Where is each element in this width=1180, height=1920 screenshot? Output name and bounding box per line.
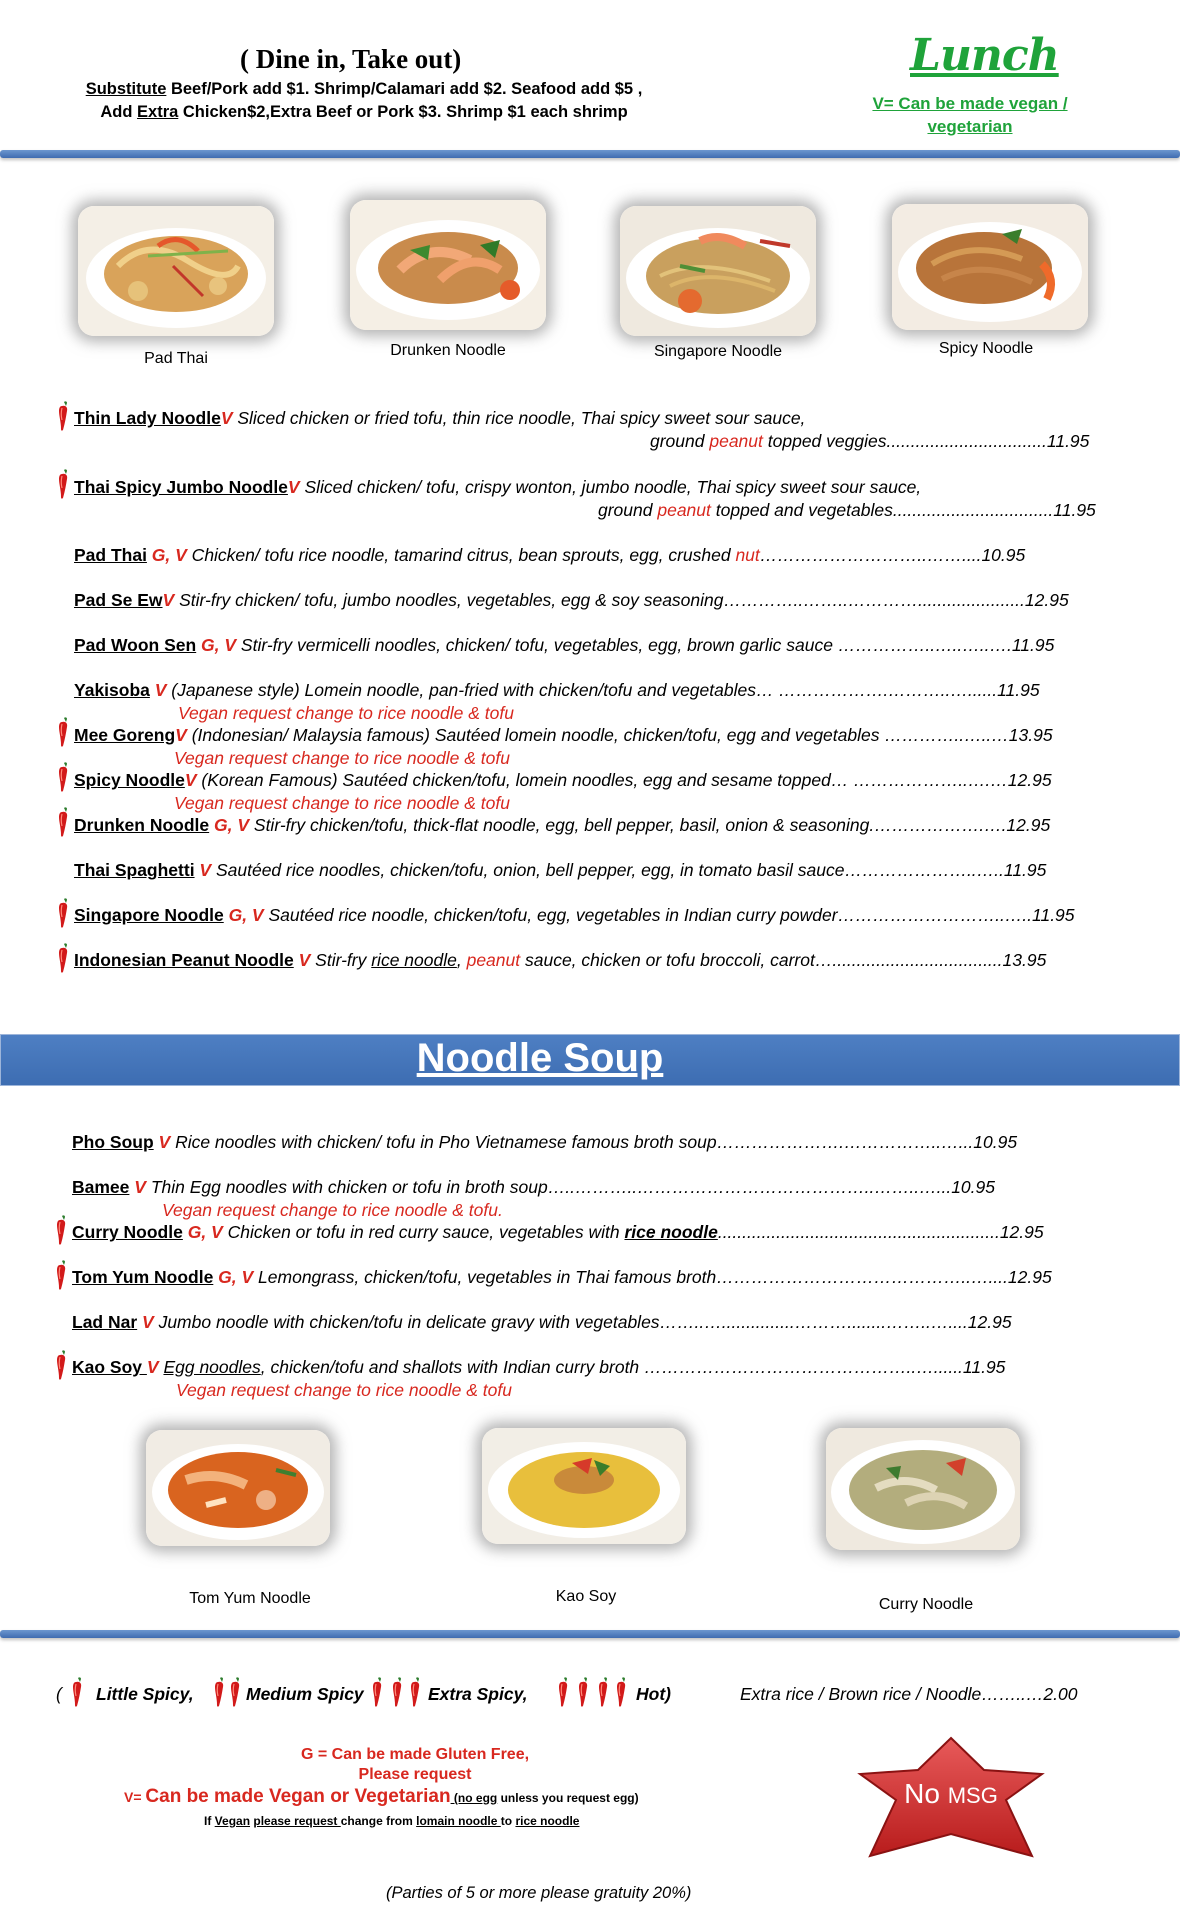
extra-note: Add Extra Chicken$2,Extra Beef or Pork $3. Shrimp $1 each shrimp: [100, 103, 628, 121]
list-item: Thin Lady NoodleV Sliced chicken or fried tofu, thin rice noodle, Thai spicy sweet sour sauce,: [74, 408, 806, 428]
singapore-noodle-photo: [620, 206, 816, 336]
list-item: Bamee V Thin Egg noodles with chicken or tofu in broth soup…..………..…………………………………..……..…...10.95: [72, 1177, 995, 1197]
pepper-icon: [70, 1676, 86, 1708]
list-item: Lad Nar V Jumbo noodle with chicken/tofu in delicate gravy with vegetables……..…...............………........……..…....12.95: [72, 1312, 1012, 1332]
list-item: Mee GorengV (Indonesian/ Malaysia famous) Sautéed lomein noodle, chicken/tofu, egg and vegetables …………..…..…13.95: [74, 725, 1053, 745]
vegan-request-footer: If Vegan please request change from lomain noodle to rice noodle: [204, 1814, 580, 1828]
list-item: Thai Spicy Jumbo NoodleV Sliced chicken/ tofu, crispy wonton, jumbo noodle, Thai spicy sweet sour sauce,: [74, 477, 922, 497]
lunch-title: Lunch: [910, 30, 1059, 81]
list-item: Singapore Noodle G, V Sautéed rice noodle, chicken/tofu, egg, vegetables in Indian curry powder………………………..…..11.95: [74, 905, 1075, 925]
list-item: Spicy NoodleV (Korean Famous) Sautéed chicken/tofu, lomein noodles, egg and sesame topped… ………………..….…12.95: [74, 770, 1052, 790]
no-msg-text: No MSG: [904, 1778, 998, 1809]
pepper-icon: [56, 761, 72, 793]
pepper-icon: [54, 1214, 70, 1246]
pepper-icon: [408, 1676, 424, 1708]
spice-legend-open: (: [56, 1684, 62, 1704]
list-item: Pad Thai G, V Chicken/ tofu rice noodle, tamarind citrus, bean sprouts, egg, crushed nut………………………..……....10.95: [74, 545, 1026, 565]
photo-caption: Tom Yum Noodle: [189, 1590, 311, 1607]
pepper-icon: [596, 1676, 612, 1708]
pepper-icon: [576, 1676, 592, 1708]
list-item: Pad Woon Sen G, V Stir-fry vermicelli noodles, chicken/ tofu, vegetables, egg, brown garlic sauce ……………..…..…..….11.95: [74, 635, 1055, 655]
photo-caption: Singapore Noodle: [653, 343, 783, 360]
pepper-icon: [56, 806, 72, 838]
pepper-icon: [56, 942, 72, 974]
list-item: Pad Se EwV Stir-fry chicken/ tofu, jumbo noodles, vegetables, egg & soy seasoning…………..……..…………......................12.95: [74, 590, 1069, 610]
pepper-icon: [54, 1259, 70, 1291]
bottom-divider: [0, 1630, 1180, 1638]
pepper-icon: [390, 1676, 406, 1708]
substitute-note: Substitute Beef/Pork add $1. Shrimp/Calamari add $2. Seafood add $5 ,: [85, 80, 643, 98]
kao-soy-photo: [482, 1428, 686, 1544]
vegan-request-note: Vegan request change to rice noodle & tofu.: [162, 1200, 503, 1220]
gluten-free-request: Please request: [358, 1766, 472, 1783]
vegan-legend: V= Can be made vegan / vegetarian: [872, 94, 1068, 136]
pepper-icon: [614, 1676, 630, 1708]
gratuity-note: (Parties of 5 or more please gratuity 20%): [386, 1884, 692, 1902]
pepper-icon: [370, 1676, 386, 1708]
little-spicy-label: Little Spicy,: [96, 1684, 194, 1704]
medium-spicy-label: Medium Spicy: [246, 1684, 364, 1704]
curry-noodle-photo: [826, 1428, 1020, 1550]
vegan-request-note: Vegan request change to rice noodle & tofu: [176, 1380, 512, 1400]
hot-label: Hot): [636, 1684, 671, 1704]
top-divider: [0, 150, 1180, 158]
list-item-detail: ground peanut topped and vegetables.................................11.95: [598, 500, 1096, 520]
list-item: Thai Spaghetti V Sautéed rice noodles, chicken/tofu, onion, bell pepper, egg, in tomato basil sauce…………………..…..11.95: [74, 860, 1047, 880]
spicy-noodle-photo: [892, 204, 1088, 330]
pepper-icon: [54, 1349, 70, 1381]
vegan-note-footer: V= Can be made Vegan or Vegetarian (no egg unless you request egg): [124, 1786, 639, 1807]
pepper-icon: [56, 468, 72, 500]
vegan-request-note: Vegan request change to rice noodle & tofu: [178, 703, 514, 723]
list-item: Drunken Noodle G, V Stir-fry chicken/tofu, thick-flat noodle, egg, bell pepper, basil, onion & seasoning.……………….….12.95: [74, 815, 1051, 835]
pepper-icon: [556, 1676, 572, 1708]
vegan-request-note: Vegan request change to rice noodle & tofu: [174, 748, 510, 768]
service-title: ( Dine in, Take out): [240, 44, 462, 74]
pad-thai-photo: [78, 206, 274, 336]
pepper-icon: [56, 400, 72, 432]
photo-caption: Kao Soy: [555, 1588, 617, 1605]
drunken-noodle-photo: [350, 200, 546, 330]
list-item: Indonesian Peanut Noodle V Stir-fry rice noodle, peanut sauce, chicken or tofu broccoli, carrot…...................................13.95: [74, 950, 1047, 970]
photo-caption: Pad Thai: [144, 350, 208, 367]
pepper-icon: [212, 1676, 228, 1708]
photo-caption: Drunken Noodle: [390, 342, 506, 359]
pepper-icon: [228, 1676, 244, 1708]
pepper-icon: [56, 897, 72, 929]
pepper-icon: [56, 716, 72, 748]
vegan-request-note: Vegan request change to rice noodle & tofu: [174, 793, 510, 813]
list-item: Tom Yum Noodle G, V Lemongrass, chicken/tofu, vegetables in Thai famous broth……………………………………..…....12.95: [72, 1267, 1052, 1287]
section-title: Noodle Soup: [416, 1036, 664, 1080]
no-msg-badge: [856, 1734, 1046, 1864]
list-item-detail: ground peanut topped veggies.................................11.95: [650, 431, 1090, 451]
list-item: Yakisoba V (Japanese style) Lomein noodle, pan-fried with chicken/tofu and vegetables… ……………….………..…......11.95: [74, 680, 1040, 700]
list-item: Pho Soup V Rice noodles with chicken/ tofu in Pho Vietnamese famous broth soup………………….……………..…...10.95: [72, 1132, 1018, 1152]
photo-caption: Spicy Noodle: [938, 340, 1034, 357]
list-item: Kao Soy V Egg noodles, chicken/tofu and shallots with Indian curry broth ………………………………………..…......11.95: [72, 1357, 1006, 1377]
extra-spicy-label: Extra Spicy,: [428, 1684, 528, 1704]
list-item: Curry Noodle G, V Chicken or tofu in red curry sauce, vegetables with rice noodle..........................................................12.95: [72, 1222, 1044, 1242]
tom-yum-photo: [146, 1430, 330, 1546]
gluten-free-note: G = Can be made Gluten Free,: [300, 1746, 530, 1763]
photo-caption: Curry Noodle: [878, 1596, 974, 1613]
extra-rice-line: Extra rice / Brown rice / Noodle……..…2.00: [740, 1684, 1078, 1704]
